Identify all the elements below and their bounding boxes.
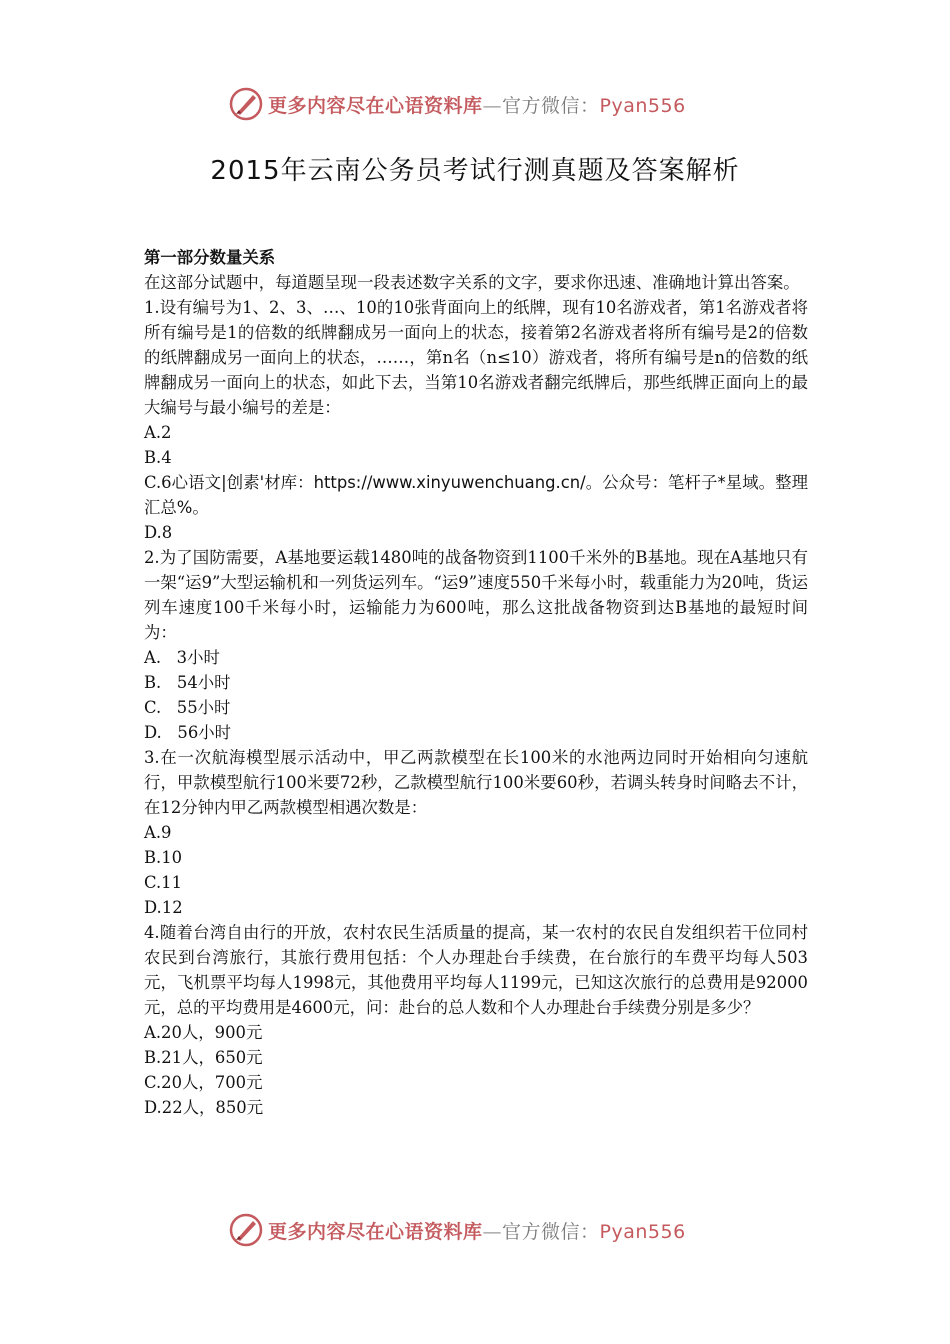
question-3-option-a: A.9	[144, 823, 172, 842]
question-4-option-a: A.20人，900元	[144, 1023, 263, 1042]
banner-separator: —	[482, 94, 503, 117]
question-3-option-c: C.11	[144, 873, 183, 892]
pen-logo-icon	[228, 1212, 264, 1248]
question-2-option-c: C. 55小时	[144, 698, 231, 717]
footer-banner-separator: —	[482, 1220, 503, 1243]
question-2-stem: 2.为了国防需要，A基地要运载1480吨的战备物资到1100千米外的B基地。现在A基地只有一架“运9”大型运输机和一列货运列车。“运9”速度550千米每小时，载重能力为20吨，货运列车速度100千米每小时，运输能力为600吨，那么这批战备物资到达B基地的最短时间为：	[144, 548, 808, 642]
question-1-option-d: D.8	[144, 523, 173, 542]
question-2-option-a: A. 3小时	[144, 648, 220, 667]
banner-wechat-label: 官方微信：	[502, 94, 600, 117]
section-heading: 第一部分数量关系	[144, 248, 276, 267]
banner-wechat-id: Pyan556	[599, 94, 686, 117]
header-banner	[0, 82, 950, 126]
footer-banner-main-text: 更多内容尽在心语资料库	[268, 1220, 483, 1243]
footer-banner	[0, 1208, 950, 1252]
question-3-option-b: B.10	[144, 848, 183, 867]
banner-main-text: 更多内容尽在心语资料库	[268, 94, 483, 117]
question-4-option-d: D.22人，850元	[144, 1098, 264, 1117]
question-1-option-c	[144, 470, 808, 520]
section-intro: 在这部分试题中，每道题呈现一段表述数字关系的文字，要求你迅速、准确地计算出答案。	[144, 273, 800, 292]
question-2-option-d: D. 56小时	[144, 723, 232, 742]
question-2-option-b: B. 54小时	[144, 673, 231, 692]
question-1-stem: 1.设有编号为1、2、3、…、10的10张背面向上的纸牌，现有10名游戏者，第1名游戏者将所有编号是1的倍数的纸牌翻成另一面向上的状态，接着第2名游戏者将所有编号是2的倍数的纸牌翻成另一面向上的状态，……，第n名（n≤10）游戏者，将所有编号是n的倍数的纸牌翻成另一面向上的状态，如此下去，当第10名游戏者翻完纸牌后，那些纸牌正面向上的最大编号与最小编号的差是：	[144, 298, 808, 417]
document-body	[144, 245, 808, 1120]
question-4-option-c: C.20人，700元	[144, 1073, 263, 1092]
footer-banner-wechat-label: 官方微信：	[502, 1220, 600, 1243]
question-1-option-b: B.4	[144, 448, 172, 467]
question-1-option-a: A.2	[144, 423, 172, 442]
question-4-stem: 4.随着台湾自由行的开放，农村农民生活质量的提高，某一农村的农民自发组织若干位同村农民到台湾旅行，其旅行费用包括：个人办理赴台手续费，在台旅行的车费平均每人503元，飞机票平均每人1998元，其他费用平均每人1199元，已知这次旅行的总费用是92000元，总的平均费用是4600元，问：赴台的总人数和个人办理赴台手续费分别是多少？	[144, 923, 808, 1017]
document-title: 2015年云南公务员考试行测真题及答案解析	[210, 156, 740, 186]
footer-banner-wechat-id: Pyan556	[599, 1220, 686, 1243]
question-3-stem: 3.在一次航海模型展示活动中，甲乙两款模型在长100米的水池两边同时开始相向匀速航行，甲款模型航行100米要72秒，乙款模型航行100米要60秒，若调头转身时间略去不计，在12分钟内甲乙两款模型相遇次数是：	[144, 748, 808, 817]
watermark-note: 心语文|创素'材库：https://www.xinyuwenchuang.cn/。公众号：笔杆子*星域。整理汇总%。	[144, 473, 808, 517]
question-4-option-b: B.21人，650元	[144, 1048, 263, 1067]
pen-logo-icon	[228, 86, 264, 122]
question-1-option-c-text: C.6	[144, 473, 172, 492]
question-3-option-d: D.12	[144, 898, 183, 917]
